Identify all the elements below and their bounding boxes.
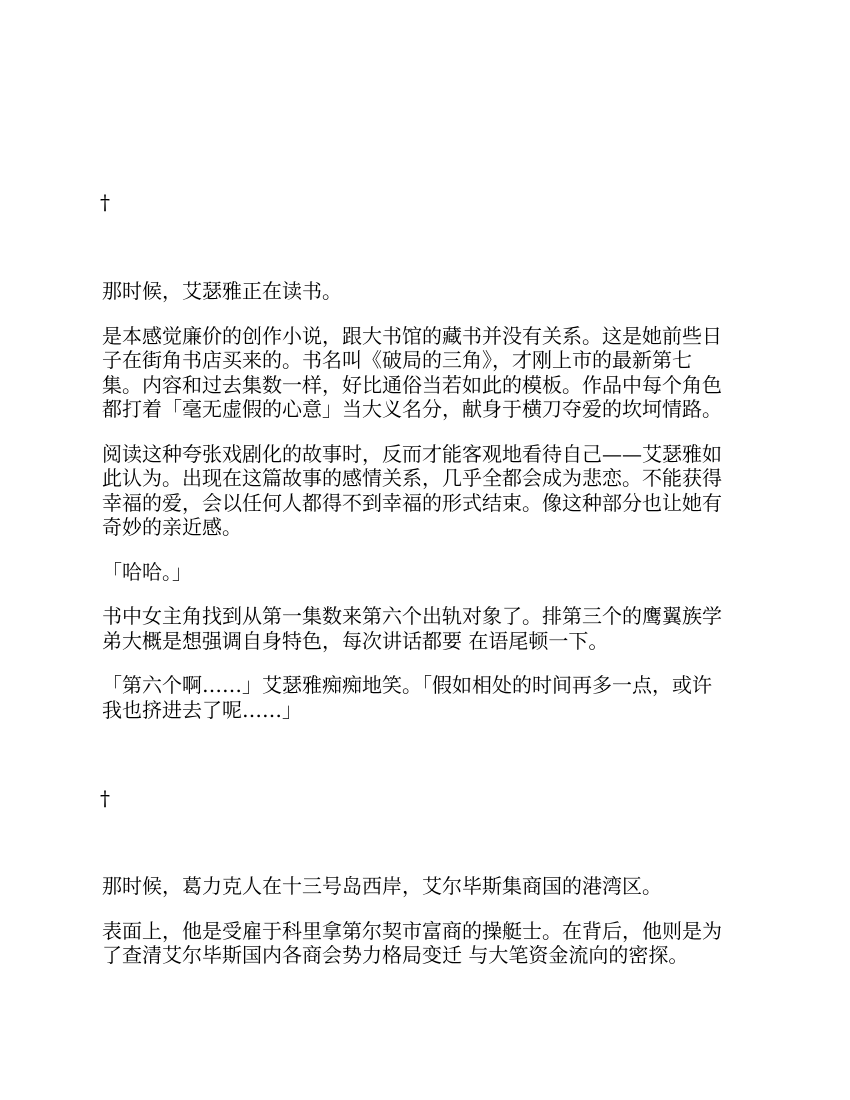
paragraph-2-line-1: 是本感觉廉价的创作小说，跟大书馆的藏书并没有关系。这是她前些日	[102, 323, 722, 348]
paragraph-2-line-4: 都打着「毫无虚假的心意」当大义名分，献身于横刀夺爱的坎坷情路。	[102, 397, 722, 421]
paragraph-4: 「哈哈。」	[102, 559, 192, 584]
paragraph-2	[102, 324, 752, 422]
paragraph-1: 那时候，艾瑟雅正在读书。	[102, 279, 342, 303]
paragraph-6-line-2: 我也挤进去了呢……」	[102, 697, 302, 722]
paragraph-5-line-1: 书中女主角找到从第一集数来第六个出轨对象了。排第三个的鹰翼族学	[102, 604, 722, 628]
paragraph-2-line-2: 子在街角书店买来的。书名叫《破局的三角》，才刚上市的最新第七	[102, 348, 692, 372]
paragraph-3	[102, 442, 752, 540]
paragraph-8	[102, 919, 752, 968]
section-2-text	[102, 874, 752, 968]
paragraph-8-line-1: 表面上，他是受雇于科里拿第尔契市富商的操艇士。在背后，他则是为	[102, 918, 722, 943]
paragraph-7: 那时候，葛力克人在十三号岛西岸，艾尔毕斯集商国的港湾区。	[102, 874, 662, 898]
paragraph-3-line-3: 幸福的爱，会以任何人都得不到幸福的形式结束。像这种部分也让她有	[102, 490, 722, 515]
paragraph-3-line-1: 阅读这种夸张戏剧化的故事时，反而才能客观地看待自己——艾瑟雅如	[102, 441, 722, 466]
paragraph-5	[102, 604, 752, 653]
paragraph-6	[102, 673, 752, 722]
section-1-text	[102, 279, 752, 722]
paragraph-5-line-2: 弟大概是想强调自身特色，每次讲话都要 在语尾顿一下。	[102, 628, 609, 653]
paragraph-3-line-2: 此认为。出现在这篇故事的感情关系，几乎全都会成为悲恋。不能获得	[102, 466, 722, 490]
paragraph-3-line-4: 奇妙的亲近感。	[102, 515, 242, 539]
paragraph-8-line-2: 了查清艾尔毕斯国内各商会势力格局变迁 与大笔资金流向的密探。	[102, 943, 689, 967]
section-divider-2: †	[100, 786, 110, 810]
paragraph-2-line-3: 集。内容和过去集数一样，好比通俗当若如此的模板。作品中每个角色	[102, 372, 722, 397]
section-divider-1: †	[100, 190, 110, 214]
paragraph-6-line-1: 「第六个啊……」艾瑟雅痴痴地笑。「假如相处的时间再多一点，或许	[102, 673, 712, 697]
